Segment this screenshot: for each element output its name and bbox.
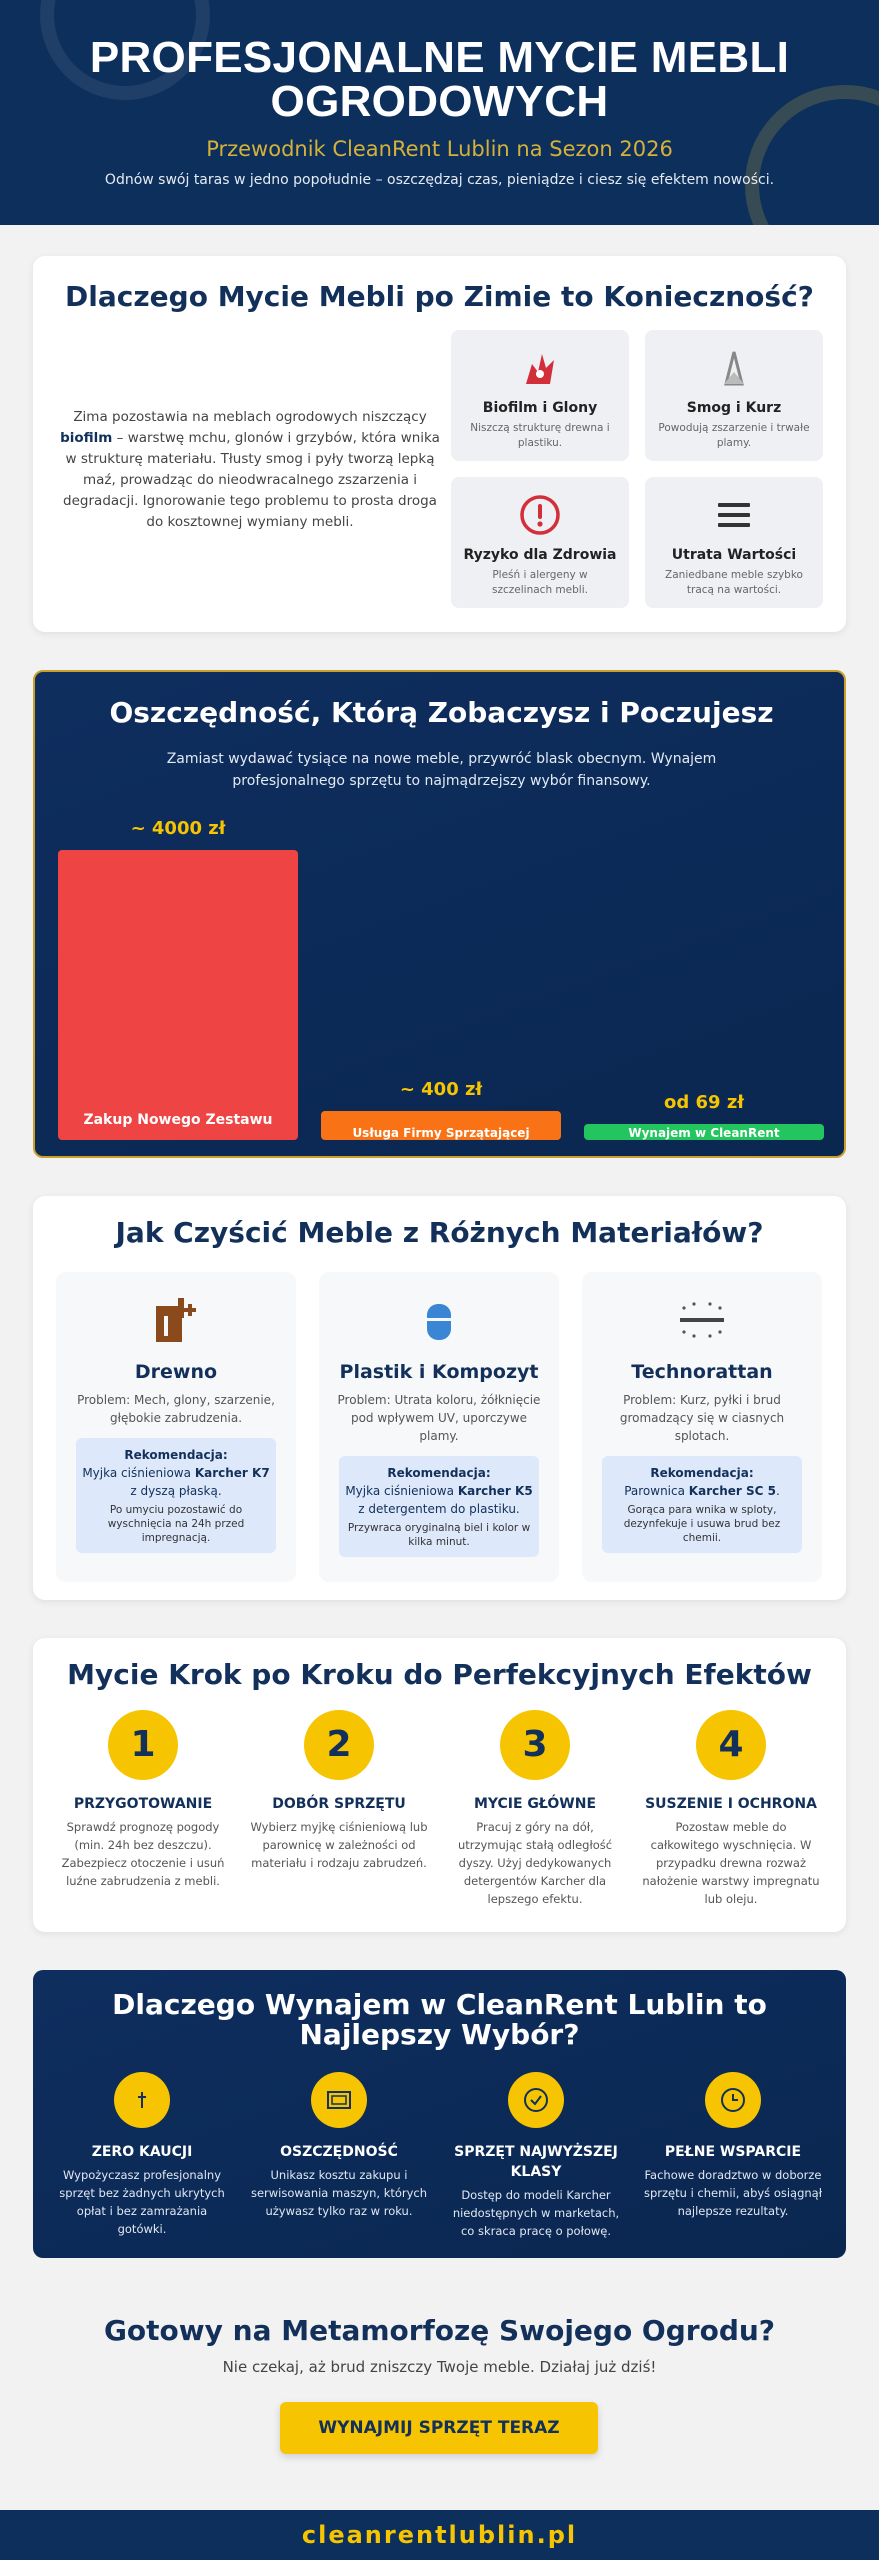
recommendation-box: Rekomendacja: Myjka ciśnieniowa Karcher K7 z dyszą płaską. Po umyciu pozostawić do wyschnięcia na 24h przed impregnacją.	[76, 1438, 276, 1553]
chart-category-label: Zakup Nowego Zestawu	[83, 1112, 273, 1128]
step-number: 2	[304, 1710, 374, 1780]
chart-category-label: Usługa Firmy Sprzątającej	[352, 1126, 530, 1140]
material-card-wood: Drewno Problem: Mech, glony, szarzenie, głębokie zabrudzenia. Rekomendacja: Myjka ciśnieniowa Karcher K7 z dyszą płaską. Po umyciu pozostawić do wyschnięcia na 24h przed impregnacją.	[56, 1272, 296, 1582]
page-header	[0, 0, 879, 225]
chart-value-label: od 69 zł	[664, 1092, 744, 1113]
smog-icon	[645, 346, 823, 390]
chart-category-label: Wynajem w CleanRent	[628, 1126, 780, 1140]
rattan-icon	[582, 1294, 822, 1346]
warning-icon	[451, 493, 629, 537]
steps-section: Mycie Krok po Kroku do Perfekcyjnych Efektów 1 PRZYGOTOWANIE Sprawdź prognozę pogody (min. 24h bez deszczu). Zabezpiecz otoczenie i usuń luźne zabrudzenia z mebli. 2 DOBÓR SPRZĘTU Wybierz myjkę ciśnieniową lub parownicę w zależności od materiału i rodzaju zabrudzeń. 3 MYCIE GŁÓWNE Pracuj z góry na dół, utrzymując stałą odległość dyszy. Użyj dedykowanych detergentów Karcher dla lepszego efektu. 4 SUSZENIE I OCHRONA Pozostaw meble do całkowitego wyschnięcia. W przypadku drewna rozważ nałożenie warstwy impregnatu lub oleju.	[33, 1638, 846, 1932]
page-title: PROFESJONALNE MYCIE MEBLI OGRODOWYCH	[89, 33, 790, 126]
savings-bar-chart	[35, 672, 846, 1158]
step-number: 3	[500, 1710, 570, 1780]
tile-value: Utrata Wartości Zaniedbane meble szybko tracą na wartości.	[645, 477, 823, 608]
why-clean-section	[33, 256, 846, 632]
section-text: Zamiast wydawać tysiące na nowe meble, przywróć blask obecnym. Wynajem profesjonalnego sprzętu to najmądrzejszy wybór finansowy.	[166, 751, 717, 789]
chart-value-label: ~ 4000 zł	[130, 818, 226, 839]
rent-equipment-button[interactable]: WYNAJMIJ SPRZĘT TERAZ	[280, 2402, 598, 2454]
footer	[0, 2510, 879, 2560]
savings-section	[33, 670, 846, 1158]
recommendation-box: Rekomendacja: Parownica Karcher SC 5. Gorąca para wnika w sploty, dezynfekuje i usuwa brud bez chemii.	[602, 1456, 802, 1553]
tile-health: Ryzyko dla Zdrowia Pleśń i alergeny w szczelinach mebli.	[451, 477, 629, 608]
clock-icon	[705, 2072, 761, 2128]
section-intro: Zima pozostawia na meblach ogrodowych niszczący biofilm – warstwę mchu, glonów i grzybów, która wnika w strukturę materiału. Tłusty smog i pyły tworzą lepką maź, prowadząc do nieodwracalnego zszarzenia i degradacji. Ignorowanie tego problemu to prosta droga do kosztownej wymiany mebli.	[60, 409, 440, 530]
wood-icon	[56, 1294, 296, 1346]
biohazard-icon	[451, 346, 629, 390]
money-icon	[311, 2072, 367, 2128]
section-title: Dlaczego Wynajem w CleanRent Lublin to Najlepszy Wybór?	[112, 1988, 767, 2051]
section-title: Mycie Krok po Kroku do Perfekcyjnych Efektów	[67, 1658, 812, 1691]
cta-subtitle: Nie czekaj, aż brud zniszczy Twoje meble. Działaj już dziś!	[222, 2358, 657, 2376]
cta-title: Gotowy na Metamorfozę Swojego Ogrodu?	[103, 2314, 776, 2347]
material-card-plastic: Plastik i Kompozyt Problem: Utrata koloru, żółknięcie pod wpływem UV, uporczywe plamy. Rekomendacja: Myjka ciśnieniowa Karcher K5 z detergentem do plastiku. Przywraca oryginalną biel i kolor w kilka minut.	[319, 1272, 559, 1582]
section-title: Dlaczego Mycie Mebli po Zimie to Konieczność?	[65, 280, 814, 313]
footer-site-link[interactable]: cleanrentlublin.pl	[301, 2521, 578, 2549]
page-lead: Odnów swój taras w jedno popołudnie – oszczędzaj czas, pieniądze i ciesz się efektem nowości.	[104, 172, 775, 188]
step-number: 1	[108, 1710, 178, 1780]
tile-smog: Smog i Kurz Powodują zszarzenie i trwałe plamy.	[645, 330, 823, 461]
chart-value-label: ~ 400 zł	[399, 1079, 483, 1100]
coin-icon	[114, 2072, 170, 2128]
step-number: 4	[696, 1710, 766, 1780]
section-title: Oszczędność, Którą Zobaczysz i Poczujesz	[109, 696, 774, 729]
material-card-rattan: Technorattan Problem: Kurz, pyłki i brud gromadzący się w ciasnych splotach. Rekomendacja: Parownica Karcher SC 5. Gorąca para wnika w sploty, dezynfekuje i usuwa brud bez chemii.	[582, 1272, 822, 1582]
why-rent-section: Dlaczego Wynajem w CleanRent Lublin to Najlepszy Wybór? ZERO KAUCJI Wypożyczasz profesjonalny sprzęt bez żadnych ukrytych opłat i bez zamrażania gotówki. OSZCZĘDNOŚĆ Unikasz kosztu zakupu i serwisowania maszyn, których używasz tylko raz w roku. SPRZĘT NAJWYŻSZEJ KLASY Dostęp do modeli Karcher niedostępnych w marketach, co skraca pracę o połowę. PEŁNE WSPARCIE Fachowe doradztwo w doborze sprzętu i chemii, abyś osiągnął najlepsze rezultaty.	[33, 1970, 846, 2258]
materials-section	[33, 1196, 846, 1600]
bottle-icon	[319, 1294, 559, 1346]
tile-biofilm: Biofilm i Glony Niszczą strukturę drewna i plastiku.	[451, 330, 629, 461]
menu-lines-icon	[645, 493, 823, 537]
check-icon	[508, 2072, 564, 2128]
section-title: Jak Czyścić Meble z Różnych Materiałów?	[115, 1216, 764, 1249]
chart-bar	[58, 850, 298, 1140]
page-subtitle: Przewodnik CleanRent Lublin na Sezon 2026	[206, 137, 673, 161]
recommendation-box: Rekomendacja: Myjka ciśnieniowa Karcher K5 z detergentem do plastiku. Przywraca oryginalną biel i kolor w kilka minut.	[339, 1456, 539, 1557]
